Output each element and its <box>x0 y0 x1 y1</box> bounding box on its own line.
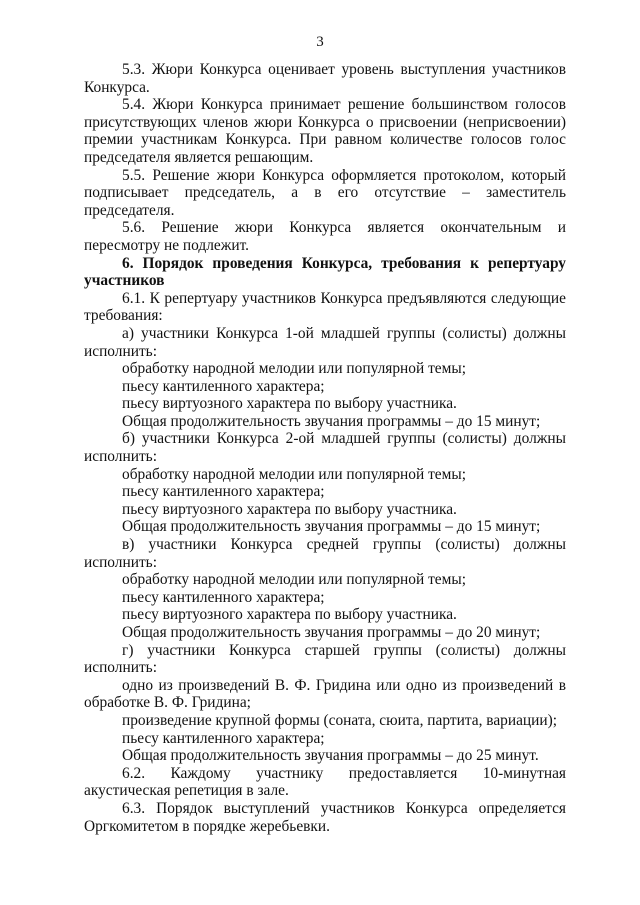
page-number: 3 <box>316 34 324 50</box>
paragraph-6-2: 6.2. Каждому участнику предоставляется 10-минутная акустическая репетиция в зале. <box>84 764 566 800</box>
paragraph-5-5: 5.5. Решение жюри Конкурса оформляется протоколом, который подписывает председатель, а в его отсутствие – заместитель председателя. <box>84 166 566 219</box>
group-b-item: пьесу виртуозного характера по выбору участника. <box>122 500 457 518</box>
group-c-item: обработку народной мелодии или популярной темы; <box>122 571 466 589</box>
paragraph-6-1: 6.1. К репертуару участников Конкурса предъявляются следующие требования: <box>84 289 566 325</box>
paragraph-5-3: 5.3. Жюри Конкурса оценивает уровень выступления участников Конкурса. <box>84 61 566 96</box>
paragraph-5-4: 5.4. Жюри Конкурса принимает решение большинством голосов присутствующих членов жюри Конкурса о присвоении (неприсвоении) премии участникам Конкурса. При равном количестве голосов голос председателя является решающим. <box>84 96 566 166</box>
group-c-intro: в) участники Конкурса средней группы (солисты) должны исполнить: <box>84 536 566 571</box>
group-a-item: пьесу кантиленного характера; <box>122 377 325 395</box>
group-a-intro: а) участники Конкурса 1-ой младшей группы (солисты) должны исполнить: <box>84 324 566 360</box>
group-b-item: обработку народной мелодии или популярной темы; <box>122 465 466 483</box>
group-c-duration: Общая продолжительность звучания программы – до 20 минут; <box>122 624 541 641</box>
paragraph-6-3: 6.3. Порядок выступлений участников Конкурса определяется Оргкомитетом в порядке жеребьевки. <box>84 799 566 835</box>
group-a-item: пьесу виртуозного характера по выбору участника. <box>122 395 457 413</box>
group-a-duration: Общая продолжительность звучания программы – до 15 минут; <box>122 412 541 430</box>
group-d-item: одно из произведений В. Ф. Гридина или одно из произведений в обработке В. Ф. Гридина; <box>84 676 566 712</box>
group-d-duration: Общая продолжительность звучания программы – до 25 минут. <box>122 747 539 765</box>
group-d-item: пьесу кантиленного характера; <box>122 729 325 747</box>
group-b-duration: Общая продолжительность звучания программы – до 15 минут; <box>122 518 541 536</box>
group-a-item: обработку народной мелодии или популярной темы; <box>122 360 466 378</box>
paragraph-5-6: 5.6. Решение жюри Конкурса является окончательным и пересмотру не подлежит. <box>84 219 566 254</box>
group-c-item: пьесу виртуозного характера по выбору участника. <box>122 606 457 624</box>
group-c-item: пьесу кантиленного характера; <box>122 588 325 606</box>
group-d-item: произведение крупной формы (соната, сюита, партита, вариации); <box>122 711 558 729</box>
group-d-intro: г) участники Конкурса старшей группы (солисты) должны исполнить: <box>84 641 566 677</box>
document-body <box>84 61 566 835</box>
group-b-intro: б) участники Конкурса 2-ой младшей группы (солисты) должны исполнить: <box>84 430 566 466</box>
section-6-heading: 6. Порядок проведения Конкурса, требования к репертуару участников <box>84 254 566 290</box>
group-b-item: пьесу кантиленного характера; <box>122 483 325 501</box>
